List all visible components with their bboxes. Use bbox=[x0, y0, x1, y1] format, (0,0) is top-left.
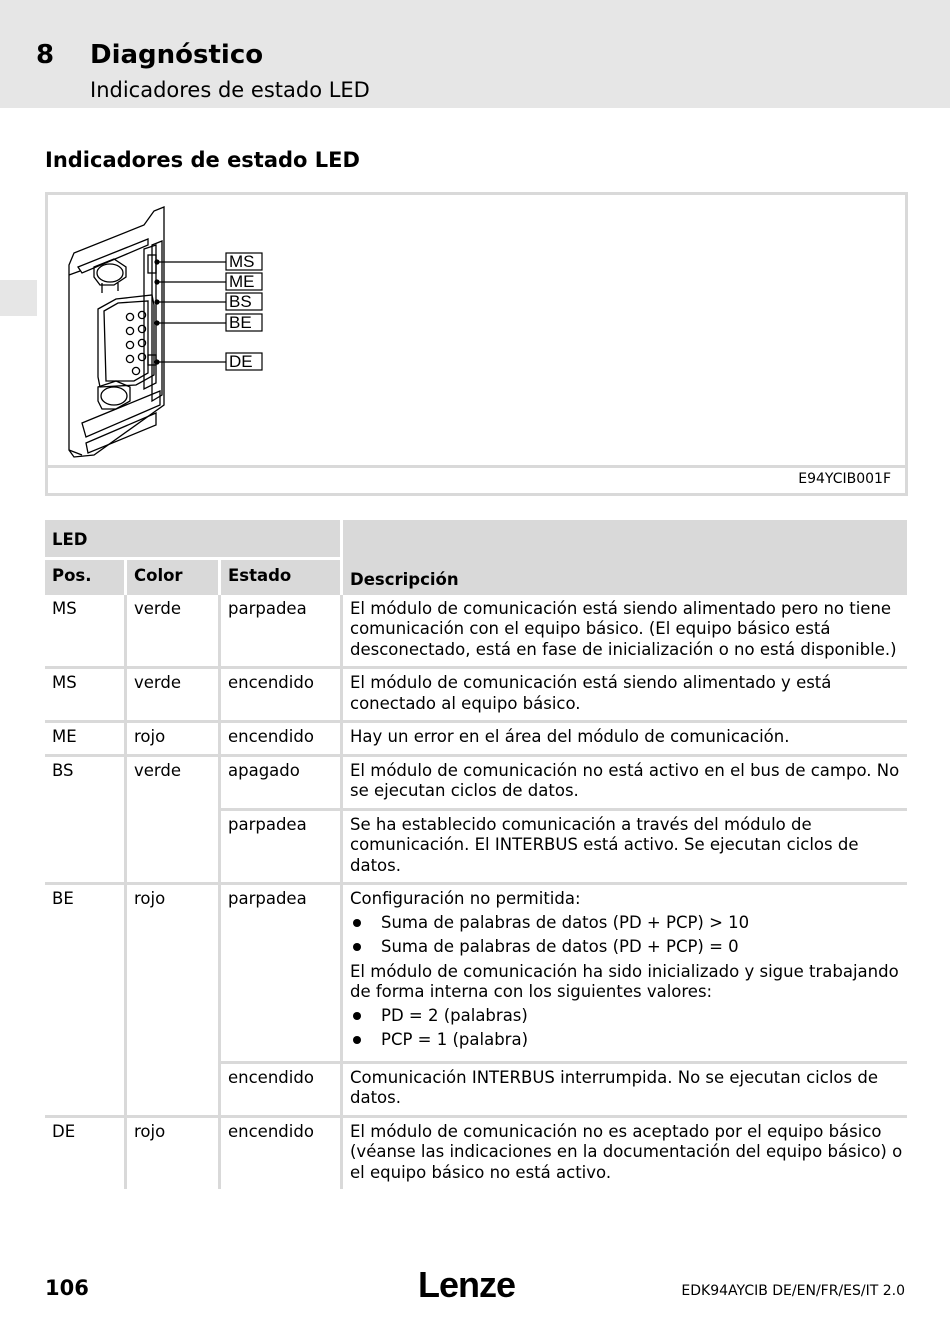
cell-color: verde bbox=[127, 666, 221, 720]
cell-description: El módulo de comunicación no es aceptado por el equipo básico (véanse las indicaciones en la documentación del equipo básico) o el equipo básico no está activo. bbox=[343, 1115, 907, 1190]
figure-code: E94YCIB001F bbox=[798, 471, 891, 487]
cell-state: parpadea bbox=[221, 882, 343, 1061]
header-state: Estado bbox=[221, 560, 343, 595]
figure-divider bbox=[48, 465, 905, 468]
cell-state: encendido bbox=[221, 720, 343, 754]
cell-description: El módulo de comunicación no está activo en el bus de campo. No se ejecutan ciclos de datos. bbox=[343, 754, 907, 808]
cell-pos: BE bbox=[45, 882, 127, 1115]
bullet-list bbox=[350, 1006, 903, 1051]
table-row bbox=[45, 882, 907, 1061]
cell-pos: MS bbox=[45, 666, 127, 720]
cell-color: rojo bbox=[127, 882, 221, 1115]
list-item: Suma de palabras de datos (PD + PCP) = 0 bbox=[350, 937, 903, 958]
bullet-list bbox=[350, 913, 903, 958]
device-illustration bbox=[64, 205, 324, 465]
led-label-de: DE bbox=[229, 352, 253, 371]
led-label-bs: BS bbox=[229, 292, 252, 311]
table-row bbox=[45, 754, 907, 808]
list-item: Suma de palabras de datos (PD + PCP) > 10 bbox=[350, 913, 903, 934]
description-intro: Configuración no permitida: bbox=[350, 889, 581, 908]
led-label-ms: MS bbox=[229, 252, 255, 271]
cell-pos: ME bbox=[45, 720, 127, 754]
led-label-be: BE bbox=[229, 313, 252, 332]
cell-state: apagado bbox=[221, 754, 343, 808]
side-tab-marker bbox=[0, 280, 37, 316]
cell-description: Comunicación INTERBUS interrumpida. No se ejecutan ciclos de datos. bbox=[343, 1061, 907, 1115]
header-color: Color bbox=[127, 560, 221, 595]
cell-state: parpadea bbox=[221, 595, 343, 667]
chapter-subtitle: Indicadores de estado LED bbox=[90, 78, 370, 102]
cell-pos: BS bbox=[45, 754, 127, 883]
document-code: EDK94AYCIB DE/EN/FR/ES/IT 2.0 bbox=[681, 1283, 905, 1299]
cell-pos: DE bbox=[45, 1115, 127, 1190]
section-title: Indicadores de estado LED bbox=[45, 148, 360, 172]
table-row bbox=[45, 666, 907, 720]
cell-description: El módulo de comunicación está siendo alimentado y está conectado al equipo básico. bbox=[343, 666, 907, 720]
cell-color: rojo bbox=[127, 1115, 221, 1190]
led-status-table bbox=[45, 520, 907, 1189]
device-figure bbox=[45, 192, 908, 496]
table-row bbox=[45, 595, 907, 667]
header-pos: Pos. bbox=[45, 560, 127, 595]
description-mid: El módulo de comunicación ha sido inicializado y sigue trabajando de forma interna con los siguientes valores: bbox=[350, 961, 899, 1001]
header-description: Descripción bbox=[343, 520, 907, 595]
cell-description: El módulo de comunicación está siendo alimentado pero no tiene comunicación con el equipo básico. (El equipo básico está desconectado, está en fase de inicialización o no está disponible.) bbox=[350, 598, 897, 659]
header-led: LED bbox=[45, 520, 343, 560]
cell-color: verde bbox=[127, 754, 221, 883]
page-number: 106 bbox=[45, 1276, 89, 1300]
list-item: PD = 2 (palabras) bbox=[350, 1006, 903, 1027]
table-row bbox=[45, 1115, 907, 1190]
cell-color: rojo bbox=[127, 720, 221, 754]
chapter-title: Diagnóstico bbox=[90, 40, 264, 70]
list-item: PCP = 1 (palabra) bbox=[350, 1030, 903, 1051]
led-label-me: ME bbox=[229, 272, 255, 291]
cell-description: Hay un error en el área del módulo de comunicación. bbox=[343, 720, 907, 754]
cell-state: encendido bbox=[221, 666, 343, 720]
cell-pos: MS bbox=[45, 595, 127, 667]
cell-description bbox=[343, 882, 907, 1061]
cell-state: parpadea bbox=[221, 808, 343, 883]
cell-state: encendido bbox=[221, 1061, 343, 1115]
cell-color: verde bbox=[127, 595, 221, 667]
table-row bbox=[45, 720, 907, 754]
cell-description: Se ha establecido comunicación a través del módulo de comunicación. El INTERBUS está activo. Se ejecutan ciclos de datos. bbox=[343, 808, 907, 883]
cell-state: encendido bbox=[221, 1115, 343, 1190]
chapter-number: 8 bbox=[36, 40, 55, 70]
lenze-logo: Lenze bbox=[418, 1264, 516, 1305]
